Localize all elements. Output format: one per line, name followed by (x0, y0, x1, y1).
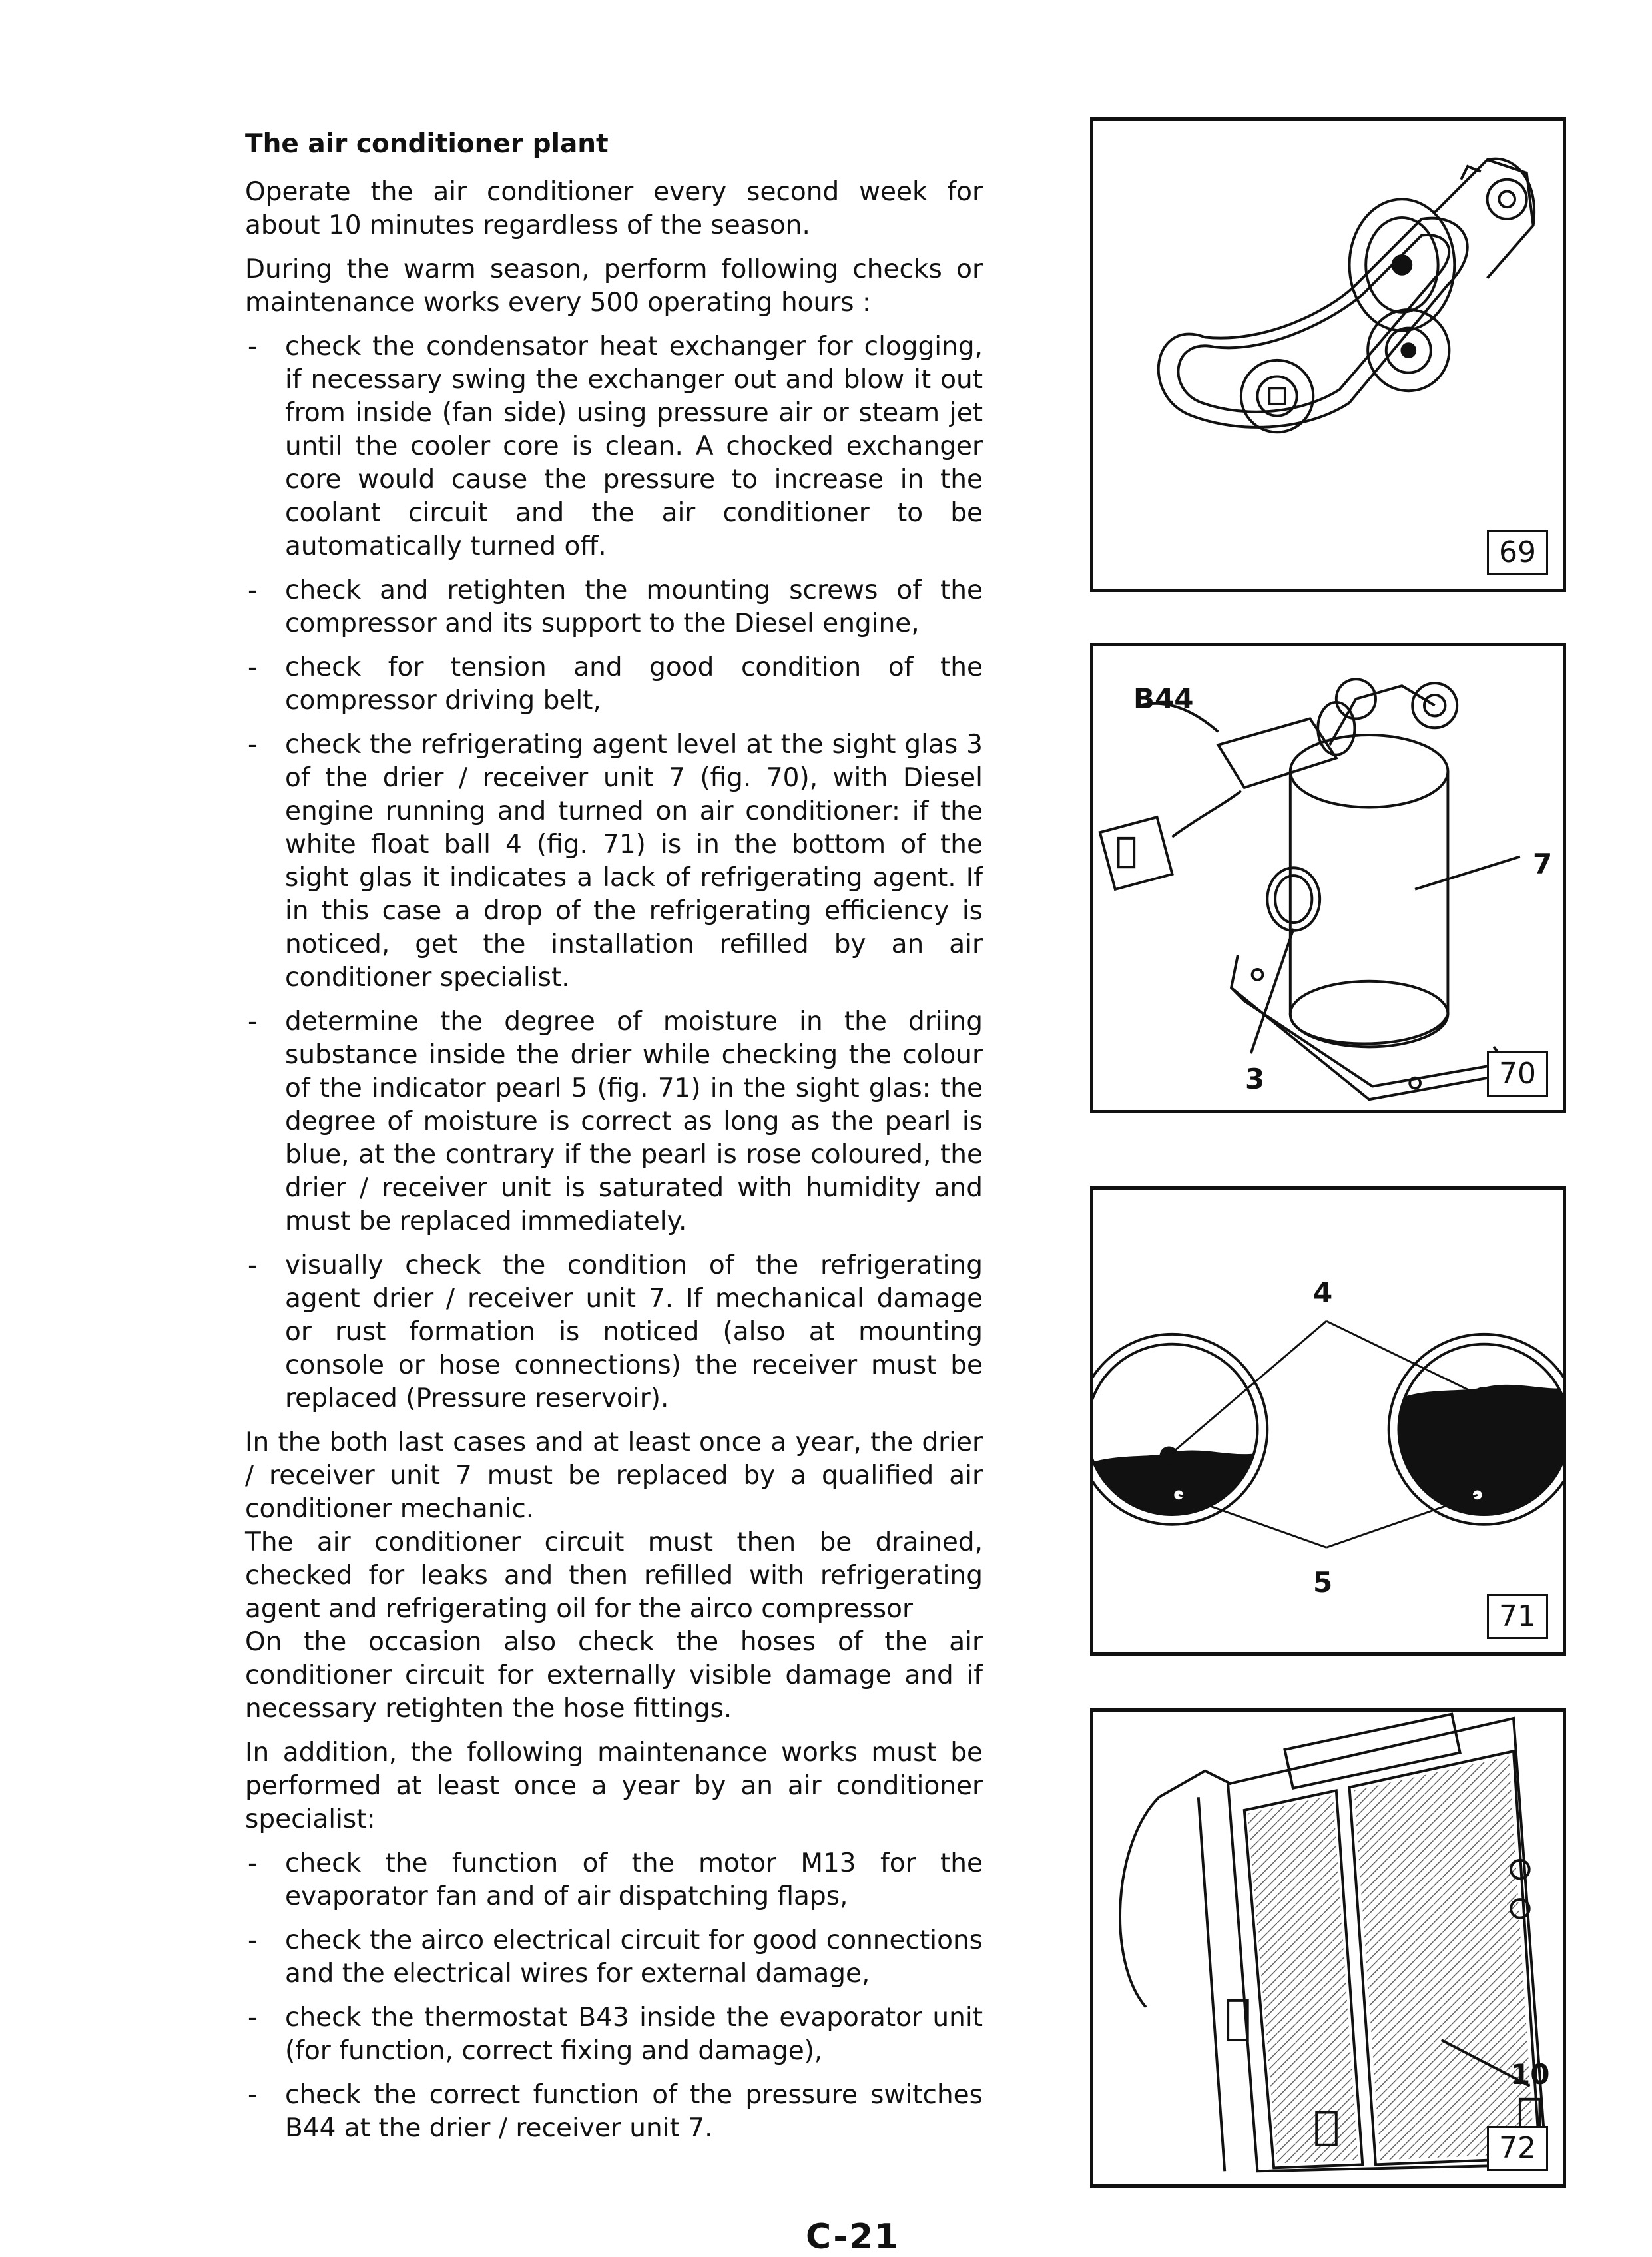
drier-receiver-illustration (1093, 646, 1563, 1110)
compressor-belt-illustration (1093, 121, 1563, 589)
list-item: - determine the degree of moisture in the driing substance inside the drier while checking the colour of the indicator pearl 5 (fig. 71) in the sight glas: the degree of moisture is correct as long as the pearl is blue, at the contrary if the pearl is rose coloured, the drier / receiver unit is saturated with humidity and must be replaced immediately. (245, 1005, 983, 1238)
figure-70 (1090, 643, 1566, 1113)
figure-72 (1090, 1708, 1566, 2188)
label-sight-glass-3: 3 (1245, 1063, 1265, 1095)
figure-number: 71 (1487, 1594, 1548, 1639)
page-number: C-21 (806, 2217, 900, 2257)
list-item: - check the refrigerating agent level at the sight glas 3 of the drier / receiver unit 7 (fig. 70), with Diesel engine running and turned on air conditioner: if the white float ball 4 (fig. 71) is in the bottom of the sight glas it indicates a lack of refrigerating agent. If in this case a drop of the refrigerating efficiency is noticed, get the installation refilled by an air conditioner specialist. (245, 728, 983, 995)
list-item: - check the function of the motor M13 for the evaporator fan and of air dispatching flaps, (245, 1847, 983, 1913)
list-item: - visually check the condition of the refrigerating agent drier / receiver unit 7. If mechanical damage or rust formation is noticed (also at mounting console or hose connections) the receiver must be replaced (Pressure reservoir). (245, 1249, 983, 1415)
text-column (245, 128, 983, 2156)
maintenance-checklist (245, 330, 983, 1415)
body-paragraph: On the occasion also check the hoses of the air conditioner circuit for externally visible damage and if necessary retighten the hose fittings. (245, 1627, 983, 1724)
body-paragraph: In the both last cases and at least once a year, the drier / receiver unit 7 must be replaced by a qualified air conditioner mechanic. (245, 1427, 983, 1524)
figure-number: 69 (1487, 530, 1548, 575)
list-item: - check for tension and good condition of the compressor driving belt, (245, 651, 983, 718)
heat-exchanger-illustration (1093, 1712, 1563, 2184)
body-paragraph: In addition, the following maintenance works must be performed at least once a year by an air conditioner specialist: (245, 1738, 983, 1834)
label-b44: B44 (1133, 682, 1194, 715)
label-indicator-pearl-5: 5 (1313, 1566, 1333, 1599)
specialist-checklist (245, 1847, 983, 2145)
label-receiver-7: 7 (1533, 848, 1553, 880)
label-exchanger-10: 10 (1511, 2058, 1550, 2091)
figure-69 (1090, 117, 1566, 592)
figure-number: 72 (1487, 2126, 1548, 2171)
figure-71 (1090, 1186, 1566, 1656)
list-item: - check the thermostat B43 inside the evaporator unit (for function, correct fixing and damage), (245, 2001, 983, 2068)
list-item: - check the condensator heat exchanger for clogging, if necessary swing the exchanger out and blow it out from inside (fan side) using pressure air or steam jet until the cooler core is clean. A chocked exchanger core would cause the pressure to increase in the coolant circuit and the air conditioner to be automatically turned off. (245, 330, 983, 563)
list-item: - check the correct function of the pressure switches B44 at the drier / receiver unit 7. (245, 2079, 983, 2145)
body-paragraph: The air conditioner circuit must then be drained, checked for leaks and then refilled with refrigerating agent and refrigerating oil for the airco compressor (245, 1527, 983, 1624)
label-float-ball-4: 4 (1313, 1276, 1333, 1309)
list-item: - check the airco electrical circuit for good connections and the electrical wires for external damage, (245, 1924, 983, 1991)
section-heading: The air conditioner plant (245, 129, 609, 159)
intro-paragraph: During the warm season, perform following checks or maintenance works every 500 operating hours : (245, 254, 983, 318)
intro-paragraph: Operate the air conditioner every second week for about 10 minutes regardless of the season. (245, 177, 983, 240)
figure-number: 70 (1487, 1051, 1548, 1097)
list-item: - check and retighten the mounting screws of the compressor and its support to the Diesel engine, (245, 574, 983, 640)
